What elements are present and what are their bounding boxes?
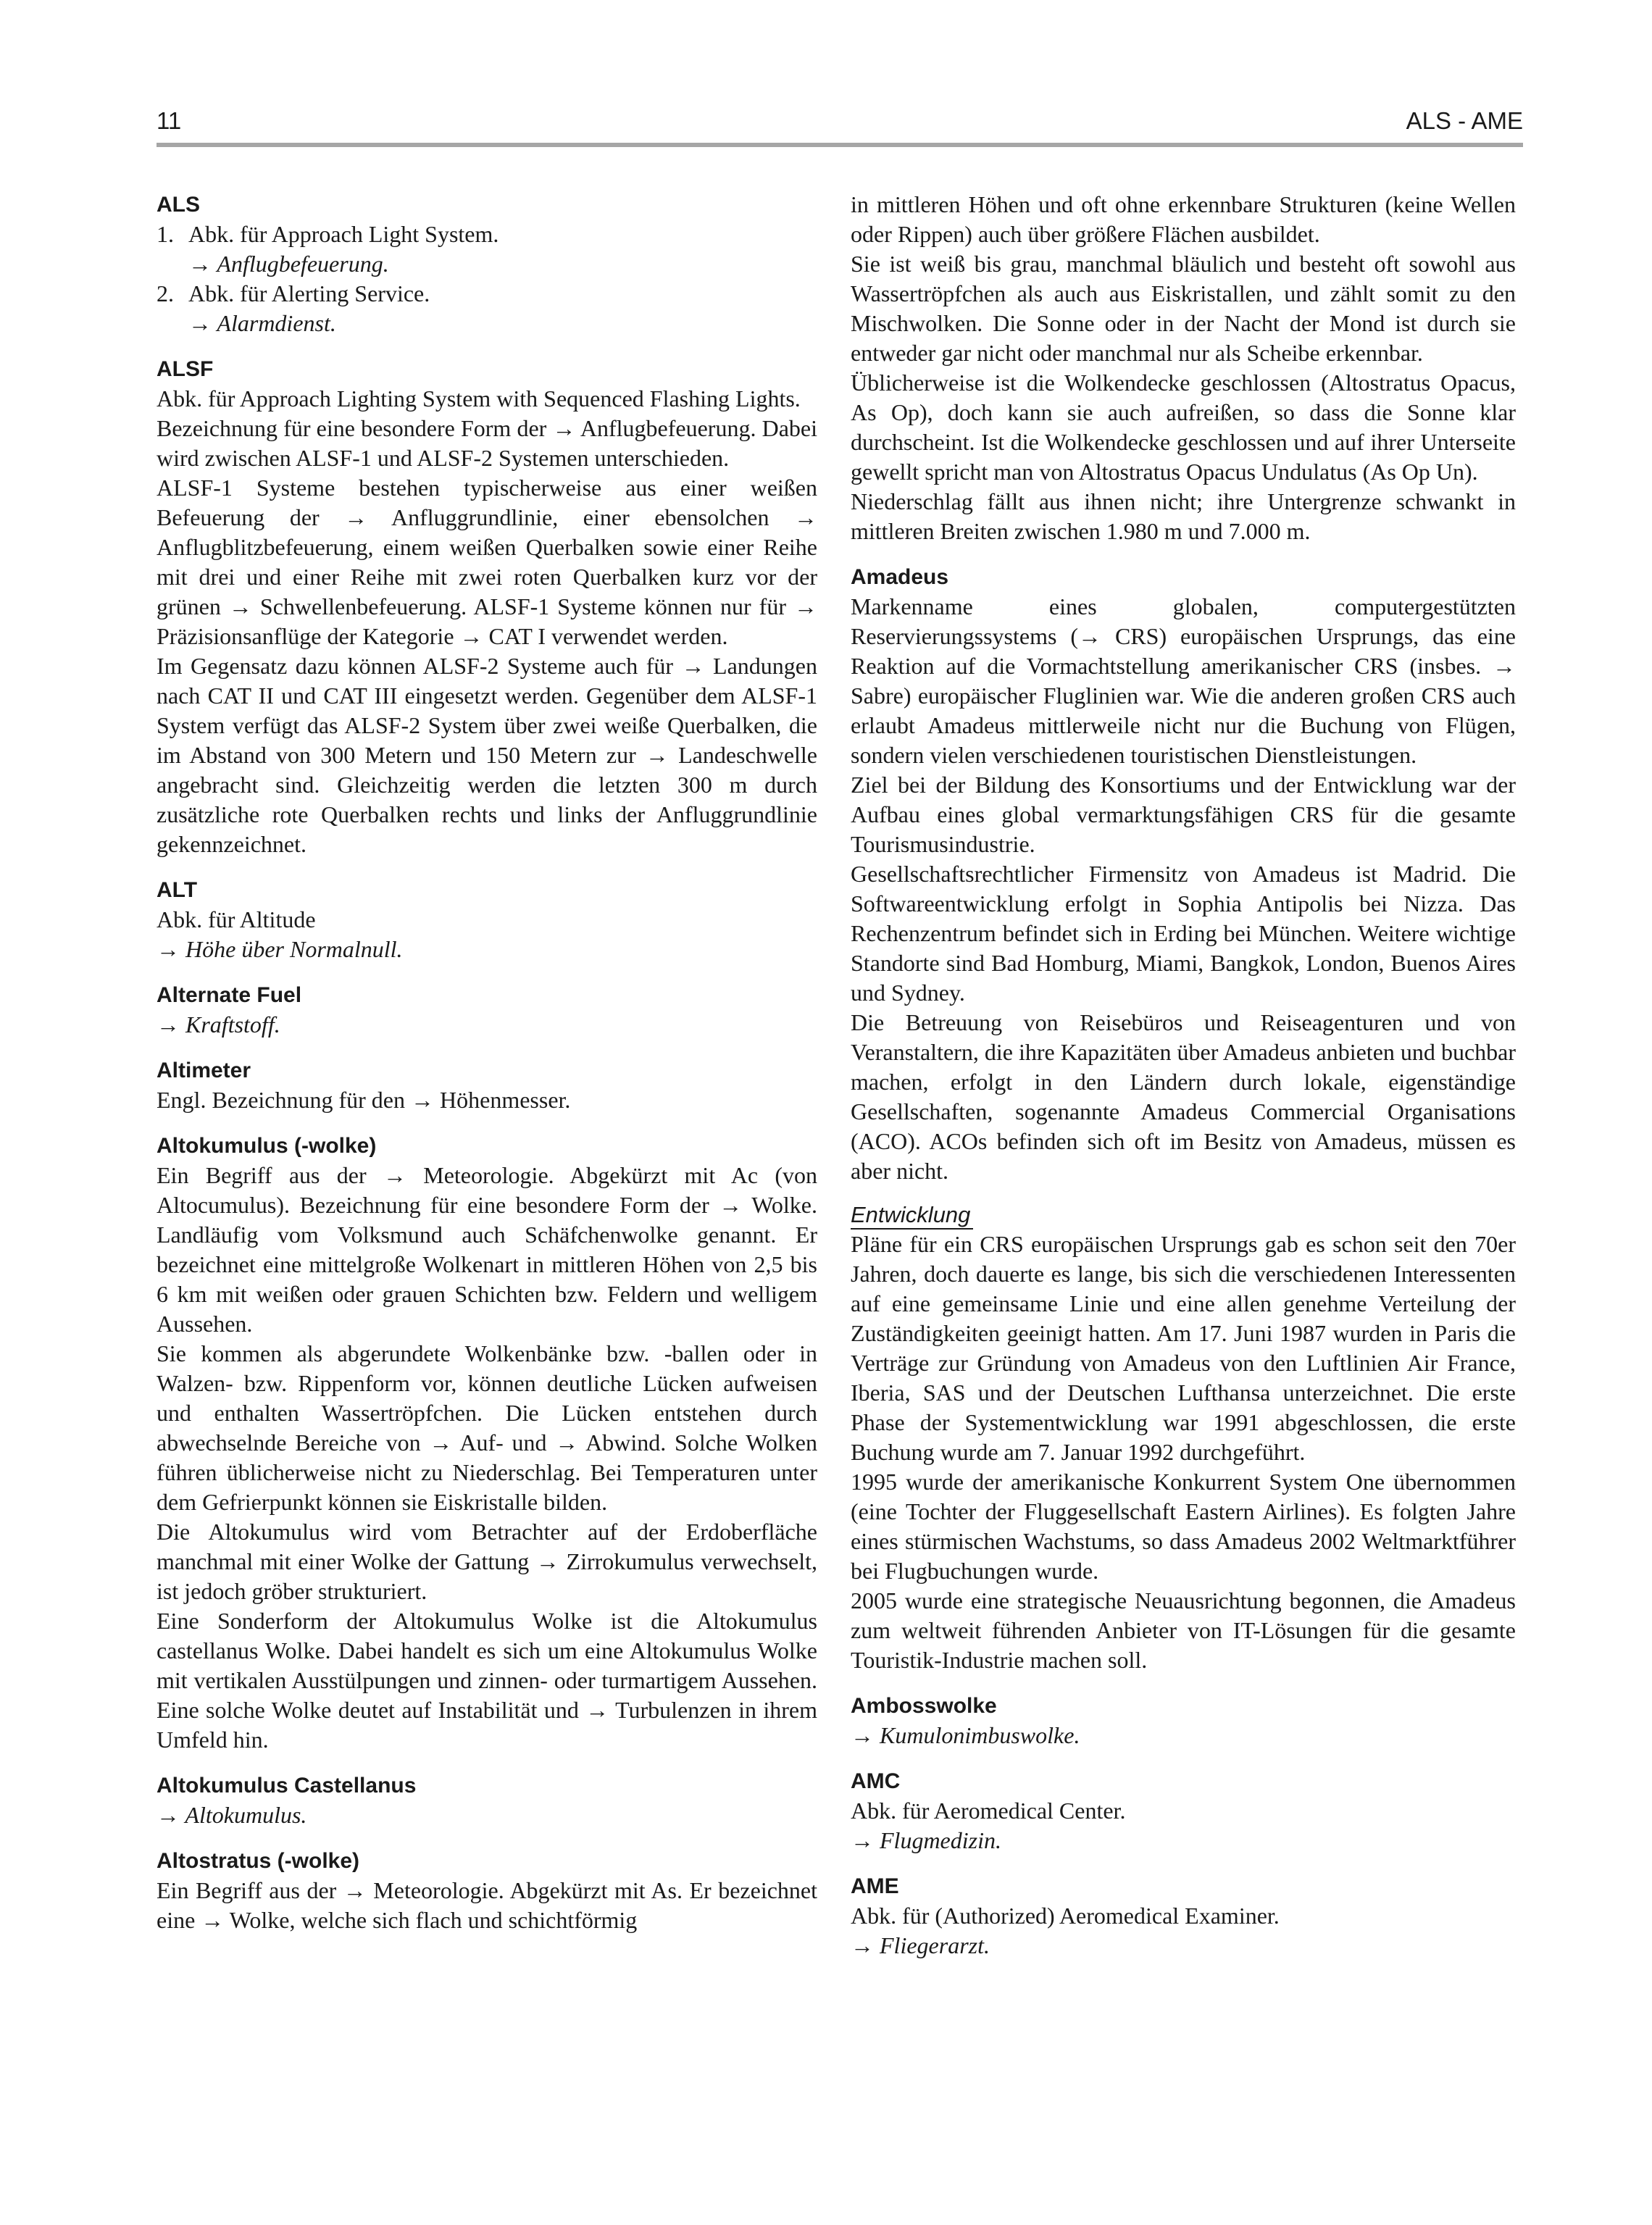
paragraph: in mittleren Höhen und oft ohne erkennbare Strukturen (keine Wellen oder Rippen) auch über größere Flächen ausbildet. (851, 191, 1516, 247)
cross-reference: → Fliegerarzt. (851, 1932, 990, 1958)
paragraph: Die Altokumulus wird vom Betrachter auf der Erdoberfläche manchmal mit einer Wolke der Gattung → Zirrokumulus verwechselt, ist jedoch gröber strukturiert. (157, 1519, 817, 1604)
paragraph: Ein Begriff aus der → Meteorologie. Abgekürzt mit Ac (von Altocumulus). Bezeichnung für eine besondere Form der → Wolke. Landläufig vom Volksmund auch Schäfchenwolke genannt. Er bezeichnet eine mittelgroße Wolkenart in mittleren Höhen von 2,5 bis 6 km mit weißen oder grauen Schichten bzw. Feldern und welligem Aussehen. (157, 1162, 817, 1337)
paragraph: Niederschlag fällt aus ihnen nicht; ihre Untergrenze schwankt in mittleren Breiten zwischen 1.980 m und 7.000 m. (851, 488, 1516, 544)
paragraph: Abk. für Aeromedical Center. (851, 1798, 1126, 1824)
headword: ALS (157, 193, 200, 217)
headword: AME (851, 1874, 899, 1898)
numbered-item: 2. Abk. für Alerting Service. (157, 280, 430, 306)
headword: Altokumulus Castellanus (157, 1774, 417, 1798)
paragraph: 1995 wurde der amerikanische Konkurrent System One übernommen (eine Tochter der Fluggesellschaft Eastern Airlines). Es folgten Jahre eines stürmischen Wachstums, so dass Amadeus 2002 Weltmarktführer bei Flugbuchungen wurde. (851, 1469, 1516, 1584)
paragraph: Die Betreuung von Reisebüros und Reiseagenturen und von Veranstaltern, die ihre Kapazitäten über Amadeus anbieten und buchbar machen, erfolgt in den Ländern durch lokale, eigenständige Gesellschaften, sogenannte Amadeus Commercial Organisations (ACO). ACOs befinden sich oft im Besitz von Amadeus, müssen es aber nicht. (851, 1009, 1516, 1184)
cross-reference: → Flugmedizin. (851, 1827, 1001, 1853)
left-column (157, 190, 817, 1935)
cross-reference: → Kumulonimbuswolke. (851, 1722, 1080, 1748)
paragraph: Pläne für ein CRS europäischen Ursprungs gab es schon seit den 70er Jahren, doch dauerte es lange, bis sich die verschiedenen Interessenten auf eine gemeinsame Linie und eine allen genehme Verteilung der Zuständigkeiten geeinigt hatten. Am 17. Juni 1987 wurden in Paris die Verträge zur Gründung von Amadeus von den Luftlinien Air France, Iberia, SAS und der Deutschen Lufthansa unterzeichnet. Die erste Phase der Systementwicklung war 1991 abgeschlossen, die erste Buchung wurde am 7. Januar 1992 durchgeführt. (851, 1231, 1516, 1465)
paragraph: Abk. für Approach Lighting System with Sequenced Flashing Lights. (157, 385, 801, 412)
paragraph: Gesellschaftsrechtlicher Firmensitz von Amadeus ist Madrid. Die Softwareentwicklung erfolgt in Sophia Antipolis bei Nizza. Das Rechenzentrum befindet sich in Erding bei München. Weitere wichtige Standorte sind Bad Homburg, Miami, Bangkok, London, Buenos Aires und Sydney. (851, 861, 1516, 1006)
paragraph: Sie kommen als abgerundete Wolkenbänke bzw. -ballen oder in Walzen- bzw. Rippenform vor, können deutliche Lücken aufweisen und enthalten Wassertröpfchen. Die Lücken entstehen durch abwechselnde Bereiche von → Auf- und → Abwind. Solche Wolken führen üblicherweise nicht zu Niederschlag. Bei Temperaturen unter dem Gefrierpunkt können sie Eiskristalle bilden. (157, 1340, 817, 1515)
entry-alt (157, 875, 817, 964)
entry-altimeter (157, 1056, 817, 1115)
paragraph: Im Gegensatz dazu können ALSF-2 Systeme auch für → Landungen nach CAT II und CAT III eingesetzt werden. Gegenüber dem ALSF-1 System verfügt das ALSF-2 System über zwei weiße Querbalken, die im Abstand von 300 Metern und 150 Metern zur → Landeschwelle angebracht sind. Gleichzeitig werden die letzten 300 m durch zusätzliche rote Querbalken rechts und links der Anfluggrundlinie gekennzeichnet. (157, 653, 817, 857)
page-header (157, 107, 1523, 136)
page-number: 11 (157, 107, 182, 134)
numbered-item: 1. Abk. für Approach Light System. (157, 221, 499, 247)
cross-reference: → Anflugbefeuerung. (188, 251, 389, 277)
cross-reference: → Altokumulus. (157, 1802, 307, 1828)
entry-altokumulus-castellanus (157, 1771, 817, 1830)
header-rule (157, 143, 1523, 147)
running-head: ALS - AME (1406, 107, 1523, 134)
right-column (851, 190, 1516, 1961)
headword: Altokumulus (-wolke) (157, 1134, 377, 1158)
headword: Amadeus (851, 565, 949, 589)
entry-amc (851, 1766, 1516, 1855)
headword: Ambosswolke (851, 1694, 997, 1718)
paragraph: Eine Sonderform der Altokumulus Wolke ist die Altokumulus castellanus Wolke. Dabei handelt es sich um eine Altokumulus Wolke mit vertikalen Ausstülpungen und zinnen- oder turmartigem Aussehen. Eine solche Wolke deutet auf Instabilität und → Turbulenzen in ihrem Umfeld hin. (157, 1608, 817, 1753)
headword: AMC (851, 1769, 901, 1793)
headword: Alternate Fuel (157, 983, 302, 1007)
paragraph: Abk. für Altitude (157, 906, 316, 932)
paragraph: ALSF-1 Systeme bestehen typischerweise aus einer weißen Befeuerung der → Anfluggrundlinie, einer ebensolchen → Anflugblitzbefeuerung, einem weißen Querbalken sowie einer Reihe mit drei und einer Reihe mit zwei roten Querbalken kurz vor der grünen → Schwellenbefeuerung. ALSF-1 Systeme können nur für → Präzisionsanflüge der Kategorie → CAT I verwendet werden. (157, 475, 817, 649)
headword: Altimeter (157, 1059, 251, 1082)
entry-altokumulus (157, 1131, 817, 1755)
headword: ALSF (157, 357, 214, 381)
paragraph: Ziel bei der Bildung des Konsortiums und der Entwicklung war der Aufbau eines global vermarktungsfähigen CRS für die gesamte Tourismusindustrie. (851, 772, 1516, 857)
paragraph: Ein Begriff aus der → Meteorologie. Abgekürzt mit As. Er bezeichnet eine → Wolke, welche sich flach und schichtförmig (157, 1877, 817, 1933)
cross-reference: → Kraftstoff. (157, 1011, 280, 1038)
entry-altostratus (157, 1846, 817, 1935)
paragraph: 2005 wurde eine strategische Neuausrichtung begonnen, die Amadeus zum weltweit führenden Anbieter von IT-Lösungen für die gesamte Touristik-Industrie machen soll. (851, 1587, 1516, 1673)
entry-ambosswolke (851, 1691, 1516, 1750)
entry-amadeus (851, 562, 1516, 1675)
entry-alsf (157, 354, 817, 859)
paragraph: Markenname eines globalen, computergestützten Reservierungssystems (→ CRS) europäischen Ursprungs, das eine Reaktion auf die Vormachtstellung amerikanischer CRS (insbes. → Sabre) europäischer Fluglinien war. Wie die anderen großen CRS auch erlaubt Amadeus mittlerweile nicht nur die Buchung von Flügen, sondern vielen verschiedenen touristischen Dienstleistungen. (851, 593, 1516, 768)
headword: ALT (157, 878, 198, 902)
paragraph: Sie ist weiß bis grau, manchmal bläulich und besteht oft sowohl aus Wassertröpfchen als auch aus Eiskristallen, und zählt somit zu den Mischwolken. Die Sonne oder in der Nacht der Mond ist durch sie entweder gar nicht oder manchmal nur als Scheibe erkennbar. (851, 251, 1516, 366)
entry-als (157, 190, 817, 338)
subheading: Entwicklung (851, 1202, 973, 1230)
cross-reference: → Alarmdienst. (188, 310, 336, 336)
entry-alternate-fuel (157, 980, 817, 1040)
cross-reference: → Höhe über Normalnull. (157, 936, 403, 962)
paragraph: Üblicherweise ist die Wolkendecke geschlossen (Altostratus Opacus, As Op), doch kann sie auch aufreißen, so dass die Sonne klar durchscheint. Ist die Wolkendecke geschlossen und auf ihrer Unterseite gewellt spricht man von Altostratus Opacus Undulatus (As Op Un). (851, 370, 1516, 485)
paragraph: Bezeichnung für eine besondere Form der → Anflugbefeuerung. Dabei wird zwischen ALSF-1 und ALSF-2 Systemen unterschieden. (157, 415, 817, 471)
paragraph: Engl. Bezeichnung für den → Höhenmesser. (157, 1087, 571, 1113)
headword: Altostratus (-wolke) (157, 1849, 360, 1873)
paragraph: Abk. für (Authorized) Aeromedical Examiner. (851, 1903, 1280, 1929)
entry-altostratus-continued (851, 190, 1516, 546)
entry-ame (851, 1871, 1516, 1961)
